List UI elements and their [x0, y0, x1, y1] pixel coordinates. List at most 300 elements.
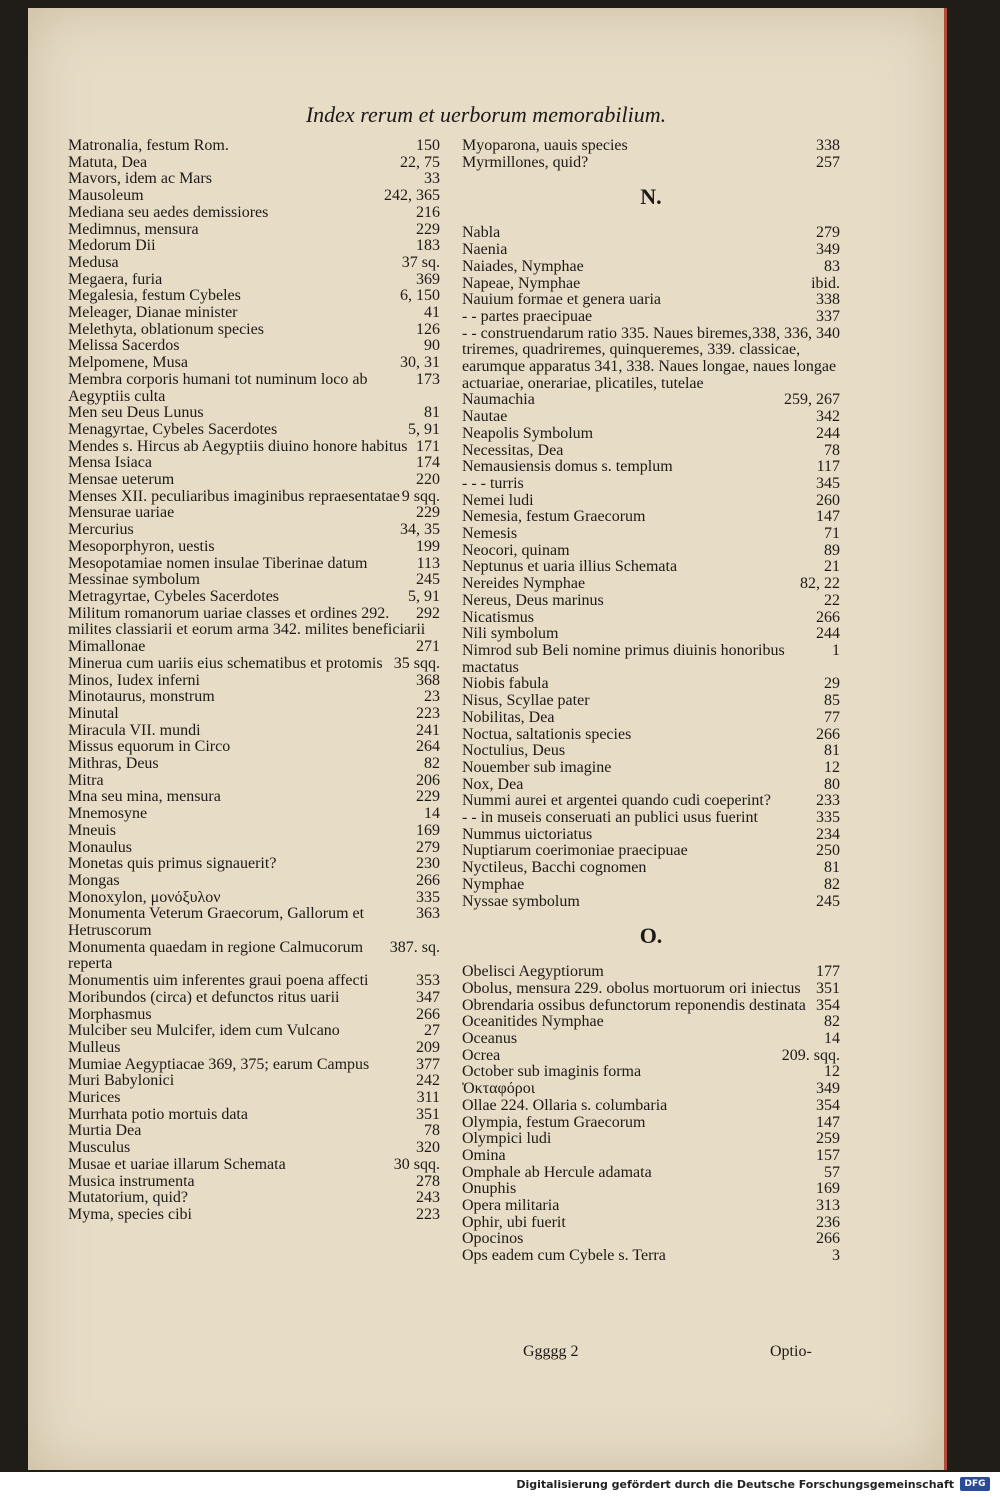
entry-term: Mithras, Deus — [68, 755, 159, 773]
entry-term: - - partes praecipuae — [462, 307, 593, 325]
entry-page-ref: 259 — [816, 1130, 840, 1148]
index-entry — [68, 906, 440, 939]
entry-term: - - in museis conseruati an publici usus fuerint — [462, 809, 758, 827]
entry-page-ref: 342 — [816, 408, 840, 426]
entry-page-ref: 363 — [416, 905, 440, 923]
index-entry — [462, 1215, 840, 1232]
index-entry — [68, 1040, 440, 1057]
index-entry — [68, 1073, 440, 1090]
entry-term: Napeae, Nymphae — [462, 274, 581, 292]
index-entry — [68, 823, 440, 840]
entry-page-ref: 6, 150 — [400, 287, 440, 305]
index-entry — [462, 860, 840, 877]
entry-page-ref: 229 — [416, 788, 440, 806]
index-entry — [462, 1148, 840, 1165]
entry-page-ref: 33 — [424, 170, 440, 188]
entry-term: Oceanitides Nymphae — [462, 1013, 604, 1031]
entry-term: Nummi aurei et argentei quando cudi coeperint? — [462, 792, 771, 810]
index-entry — [68, 756, 440, 773]
entry-term: Missus equorum in Circo — [68, 738, 231, 756]
entry-page-ref: 351 — [416, 1105, 440, 1123]
index-entry — [462, 242, 840, 259]
index-entry — [462, 1198, 840, 1215]
entry-page-ref: 311 — [416, 1089, 440, 1107]
entry-page-ref: 37 sq. — [401, 253, 440, 271]
index-entry — [68, 1207, 440, 1224]
entry-page-ref: 174 — [416, 454, 440, 472]
index-entry — [68, 689, 440, 706]
entry-page-ref: 259, 267 — [784, 391, 840, 409]
entry-page-ref: 173 — [416, 370, 440, 388]
entry-term: Monetas quis primus signauerit? — [68, 855, 277, 873]
entry-page-ref: 242, 365 — [384, 187, 440, 205]
index-entry — [462, 526, 840, 543]
entry-page-ref: 81 — [824, 742, 840, 760]
index-entry — [68, 1140, 440, 1157]
dfg-credit-text: Digitalisierung gefördert durch die Deutsche Forschungsgemeinschaft — [516, 1478, 954, 1491]
index-entry — [68, 422, 440, 439]
entry-page-ref: 368 — [416, 671, 440, 689]
entry-term: Neptunus et uaria illius Schemata — [462, 558, 678, 576]
entry-term: Megalesia, festum Cybeles — [68, 287, 241, 305]
index-entry — [68, 1190, 440, 1207]
entry-term: Metragyrtae, Cybeles Sacerdotes — [68, 587, 280, 605]
entry-term: Mesopotamiae nomen insulae Tiberinae datum — [68, 554, 368, 572]
entry-term: Obelisci Aegyptiorum — [462, 963, 604, 981]
entry-term: Men seu Deus Lunus — [68, 404, 204, 422]
entry-term: Musica instrumenta — [68, 1172, 195, 1190]
index-entry — [462, 1081, 840, 1098]
entry-page-ref: 34, 35 — [400, 521, 440, 539]
entry-page-ref: 82, 22 — [800, 575, 840, 593]
entry-term: Noctua, saltationis species — [462, 725, 632, 743]
entry-term: Menses XII. peculiaribus imaginibus repraesentatae — [68, 487, 400, 505]
entry-term: Nemesis — [462, 525, 518, 543]
entry-term: Mavors, idem ac Mars — [68, 170, 212, 188]
entry-term: Nobilitas, Dea — [462, 708, 555, 726]
entry-term: Meleager, Dianae minister — [68, 304, 238, 322]
index-entry — [462, 981, 840, 998]
entry-page-ref: 354 — [816, 996, 840, 1014]
entry-page-ref: 244 — [816, 625, 840, 643]
entry-page-ref: 335 — [416, 888, 440, 906]
entry-page-ref: 14 — [424, 805, 440, 823]
entry-term: Nereides Nymphae — [462, 575, 586, 593]
entry-term: Mongas — [68, 871, 120, 889]
entry-page-ref: 14 — [824, 1030, 840, 1048]
index-entry — [68, 572, 440, 589]
entry-term: Nummus uictoriatus — [462, 825, 593, 843]
index-entry — [68, 856, 440, 873]
index-entry — [68, 789, 440, 806]
entry-term: Matuta, Dea — [68, 153, 148, 171]
index-entry — [68, 472, 440, 489]
index-entry — [462, 827, 840, 844]
entry-page-ref: 90 — [424, 337, 440, 355]
entry-page-ref: 41 — [424, 304, 440, 322]
index-entry — [68, 840, 440, 857]
entry-term: Melethyta, oblationum species — [68, 320, 264, 338]
entry-term: Nyssae symbolum — [462, 892, 580, 910]
index-entry — [68, 706, 440, 723]
entry-page-ref: 29 — [824, 675, 840, 693]
entry-page-ref: 347 — [416, 988, 440, 1006]
entry-term: Mendes s. Hircus ab Aegyptiis diuino honore habitus — [68, 437, 408, 455]
index-entry — [462, 1248, 840, 1265]
index-entry — [462, 476, 840, 493]
index-entry — [462, 1014, 840, 1031]
entry-page-ref: 338, 336, 340 — [752, 324, 840, 342]
entry-page-ref: 5, 91 — [408, 420, 440, 438]
index-entry — [68, 1123, 440, 1140]
index-entry — [462, 676, 840, 693]
entry-term: Moribundos (circa) et defunctos ritus uarii — [68, 988, 340, 1006]
entry-term: Mausoleum — [68, 187, 144, 205]
entry-page-ref: 266 — [416, 1005, 440, 1023]
entry-page-ref: 220 — [416, 471, 440, 489]
entry-page-ref: 351 — [816, 979, 840, 997]
section-heading-o: O. — [639, 923, 663, 949]
index-entry — [462, 509, 840, 526]
index-entry — [462, 1131, 840, 1148]
index-entry — [68, 155, 440, 172]
index-entry — [68, 255, 440, 272]
dfg-credit-bar — [0, 1472, 1000, 1497]
index-entry — [68, 171, 440, 188]
index-entry — [68, 539, 440, 556]
entry-term: Mneuis — [68, 821, 116, 839]
entry-term: Muri Babylonici — [68, 1072, 175, 1090]
index-entry — [68, 1157, 440, 1174]
index-entry — [462, 843, 840, 860]
index-entry — [462, 426, 840, 443]
entry-page-ref: 223 — [416, 704, 440, 722]
entry-term: Mercurius — [68, 521, 134, 539]
index-entry — [68, 973, 440, 990]
entry-term: Monoxylon, μονόξυλον — [68, 888, 221, 906]
entry-page-ref: 279 — [416, 838, 440, 856]
index-entry — [462, 727, 840, 744]
entry-term: Myoparona, uauis species — [462, 137, 628, 154]
index-entry — [462, 610, 840, 627]
index-entry — [462, 443, 840, 460]
entry-page-ref: 271 — [416, 638, 440, 656]
entry-term: Mitra — [68, 771, 104, 789]
entry-page-ref: 5, 91 — [408, 587, 440, 605]
entry-page-ref: 266 — [816, 608, 840, 626]
index-entry — [68, 806, 440, 823]
index-entry — [462, 760, 840, 777]
book-page — [28, 8, 947, 1470]
index-entry — [462, 276, 840, 293]
entry-term: Mesoporphyron, uestis — [68, 537, 215, 555]
index-entry — [462, 1031, 840, 1048]
entry-term: Niobis fabula — [462, 675, 549, 693]
index-entry — [68, 873, 440, 890]
entry-term: Nimrod sub Beli nomine primus diuinis honoribus mactatus — [462, 641, 785, 676]
entry-term: Minotaurus, monstrum — [68, 688, 215, 706]
entry-term: Musculus — [68, 1139, 131, 1157]
entry-term: Nemesia, festum Graecorum — [462, 508, 646, 526]
entry-page-ref: 78 — [424, 1122, 440, 1140]
entry-term: - - construendarum ratio 335. Naues biremes, triremes, quadriremes, quinqueremes, 339. classicae, earumque apparatus 341, 338. Naues longae, naues longae actuariae, onerariae, plicatiles, tutelae — [462, 324, 837, 392]
entry-page-ref: 260 — [816, 491, 840, 509]
index-entry — [68, 1057, 440, 1074]
entry-page-ref: 147 — [816, 1113, 840, 1131]
index-entry — [68, 405, 440, 422]
entry-term: Menagyrtae, Cybeles Sacerdotes — [68, 420, 278, 438]
entry-term: Naenia — [462, 241, 508, 259]
entry-page-ref: 3 — [832, 1247, 840, 1265]
index-entry — [68, 1107, 440, 1124]
index-entry — [68, 489, 440, 506]
entry-term: Melissa Sacerdos — [68, 337, 180, 355]
entry-term: Monumenta Veterum Graecorum, Gallorum et Hetruscorum — [68, 905, 365, 940]
entry-term: Murtia Dea — [68, 1122, 142, 1140]
entry-term: Olympici ludi — [462, 1130, 552, 1148]
entry-term: Militum romanorum uariae classes et ordines 292. milites classiarii et eorum arma 342. milites beneficiarii — [68, 604, 426, 639]
index-entry — [68, 606, 440, 639]
entry-page-ref: 354 — [816, 1096, 840, 1114]
dfg-logo: DFG — [960, 1477, 990, 1491]
entry-term: Ocrea — [462, 1046, 501, 1064]
index-entry — [68, 455, 440, 472]
entry-term: Ὀκταφόροι — [462, 1080, 536, 1098]
entry-page-ref: 338 — [816, 291, 840, 309]
entry-page-ref: 30, 31 — [400, 354, 440, 372]
entry-page-ref: 266 — [416, 871, 440, 889]
entry-term: Minos, Iudex inferni — [68, 671, 200, 689]
entry-page-ref: 241 — [416, 721, 440, 739]
index-entry — [462, 559, 840, 576]
index-entry — [68, 505, 440, 522]
entry-page-ref: 57 — [824, 1163, 840, 1181]
index-entry — [68, 556, 440, 573]
entry-page-ref: 177 — [816, 963, 840, 981]
entry-page-ref: 209 — [416, 1038, 440, 1056]
entry-page-ref: 349 — [816, 1080, 840, 1098]
entry-page-ref: 345 — [816, 474, 840, 492]
entry-page-ref: 233 — [816, 792, 840, 810]
entry-page-ref: 245 — [416, 571, 440, 589]
entry-page-ref: 377 — [416, 1055, 440, 1073]
entry-page-ref: 230 — [416, 855, 440, 873]
entry-term: Neapolis Symbolum — [462, 424, 594, 442]
index-entry — [462, 409, 840, 426]
entry-page-ref: 206 — [416, 771, 440, 789]
entry-page-ref: ibid. — [811, 274, 840, 292]
entry-page-ref: 117 — [816, 458, 840, 476]
index-entry — [68, 656, 440, 673]
entry-page-ref: 78 — [824, 441, 840, 459]
entry-page-ref: 83 — [824, 257, 840, 275]
entry-term: Medimnus, mensura — [68, 220, 199, 238]
entry-page-ref: 292 — [416, 604, 440, 622]
entry-page-ref: 199 — [416, 537, 440, 555]
index-entry — [68, 723, 440, 740]
index-entry — [68, 589, 440, 606]
entry-term: Nereus, Deus marinus — [462, 591, 604, 609]
index-entry — [462, 459, 840, 476]
catchword: Optio- — [770, 1343, 812, 1360]
entry-page-ref: 320 — [416, 1139, 440, 1157]
entry-term: Nouember sub imagine — [462, 758, 612, 776]
entry-page-ref: 236 — [816, 1213, 840, 1231]
entry-term: Omina — [462, 1146, 506, 1164]
index-entry — [462, 626, 840, 643]
entry-page-ref: 22, 75 — [400, 153, 440, 171]
entry-term: Mimallonae — [68, 638, 146, 656]
index-entry — [462, 777, 840, 794]
entry-term: Nili symbolum — [462, 625, 559, 643]
index-entry — [462, 225, 840, 242]
entry-term: Obolus, mensura 229. obolus mortuorum ori iniectus — [462, 979, 801, 997]
entry-page-ref: 353 — [416, 972, 440, 990]
index-entry — [68, 773, 440, 790]
index-entry — [68, 238, 440, 255]
index-entry — [462, 292, 840, 309]
index-entry — [462, 1115, 840, 1132]
entry-term: Messinae symbolum — [68, 571, 200, 589]
entry-page-ref: 27 — [424, 1022, 440, 1040]
entry-term: Naumachia — [462, 391, 535, 409]
entry-page-ref: 85 — [824, 692, 840, 710]
entry-page-ref: 169 — [416, 821, 440, 839]
entry-term: Oceanus — [462, 1030, 518, 1048]
entry-page-ref: 369 — [416, 270, 440, 288]
entry-page-ref: 80 — [824, 775, 840, 793]
entry-term: Morphasmus — [68, 1005, 152, 1023]
index-entry — [462, 1181, 840, 1198]
entry-term: Mutatorium, quid? — [68, 1189, 188, 1207]
entry-term: Megaera, furia — [68, 270, 163, 288]
entry-term: Membra corporis humani tot numinum loco ab Aegyptiis culta — [68, 370, 368, 405]
index-entry — [462, 493, 840, 510]
entry-page-ref: 266 — [816, 1230, 840, 1248]
index-entry — [68, 990, 440, 1007]
entry-term: Musae et uariae illarum Schemata — [68, 1155, 286, 1173]
index-entry — [68, 205, 440, 222]
index-entry — [462, 894, 840, 911]
entry-page-ref: 1 — [832, 641, 840, 659]
entry-term: Opera militaria — [462, 1197, 560, 1215]
entry-term: Minerua cum uariis eius schematibus et protomis — [68, 654, 383, 672]
entry-term: Myma, species cibi — [68, 1206, 192, 1223]
entry-term: Nautae — [462, 408, 508, 426]
entry-page-ref: 77 — [824, 708, 840, 726]
entry-term: Noctulius, Deus — [462, 742, 566, 760]
page-title: Index rerum et uerborum memorabilium. — [305, 102, 667, 127]
index-entry — [68, 138, 440, 155]
index-entry — [462, 743, 840, 760]
index-entry — [68, 355, 440, 372]
entry-term: Nicatismus — [462, 608, 534, 626]
entry-term: Nemausiensis domus s. templum — [462, 458, 673, 476]
entry-term: Opocinos — [462, 1230, 524, 1248]
entry-term: Mulleus — [68, 1038, 121, 1056]
entry-term: Mumiae Aegyptiacae 369, 375; earum Campus — [68, 1055, 370, 1073]
index-entry — [462, 693, 840, 710]
index-entry — [68, 272, 440, 289]
index-entry — [462, 543, 840, 560]
index-entry — [462, 877, 840, 894]
index-entry — [462, 392, 840, 409]
entry-page-ref: 82 — [424, 755, 440, 773]
entry-page-ref: 264 — [416, 738, 440, 756]
index-entry — [68, 439, 440, 456]
entry-term: Melpomene, Musa — [68, 354, 188, 372]
index-column-left — [68, 138, 440, 1224]
entry-term: Obrendaria ossibus defunctorum reponendis destinata — [462, 996, 806, 1014]
entry-page-ref: 126 — [416, 320, 440, 338]
index-entry — [68, 222, 440, 239]
index-entry — [462, 259, 840, 276]
entry-page-ref: 147 — [816, 508, 840, 526]
entry-page-ref: 183 — [416, 237, 440, 255]
index-entry — [68, 1090, 440, 1107]
index-entry — [462, 1165, 840, 1182]
entry-page-ref: 349 — [816, 241, 840, 259]
entry-page-ref: 71 — [824, 525, 840, 543]
entry-term: Mna seu mina, mensura — [68, 788, 221, 806]
entry-term: Nox, Dea — [462, 775, 524, 793]
index-entry — [68, 322, 440, 339]
entry-page-ref: 30 sqq. — [393, 1155, 440, 1173]
index-entry — [462, 576, 840, 593]
entry-page-ref: 337 — [816, 307, 840, 325]
entry-page-ref: 278 — [416, 1172, 440, 1190]
index-column-right — [462, 138, 840, 1265]
index-entry — [462, 309, 840, 326]
entry-page-ref: 23 — [424, 688, 440, 706]
entry-page-ref: 387. sq. — [389, 938, 440, 956]
index-entry — [462, 326, 840, 393]
index-entry — [68, 739, 440, 756]
index-entry — [68, 1023, 440, 1040]
entry-page-ref: 244 — [816, 424, 840, 442]
index-entry — [462, 138, 840, 155]
entry-page-ref: 223 — [416, 1206, 440, 1223]
index-entry — [462, 1048, 840, 1065]
entry-page-ref: 12 — [824, 758, 840, 776]
entry-term: Mensae ueterum — [68, 471, 175, 489]
entry-term: Nemei ludi — [462, 491, 534, 509]
index-entry — [68, 338, 440, 355]
entry-term: Olympia, festum Graecorum — [462, 1113, 646, 1131]
entry-page-ref: 257 — [816, 153, 840, 171]
entry-term: Medusa — [68, 253, 119, 271]
entry-page-ref: 338 — [816, 137, 840, 154]
section-heading-n: N. — [640, 184, 662, 210]
entry-page-ref: 81 — [824, 859, 840, 877]
entry-page-ref: 243 — [416, 1189, 440, 1207]
entry-term: Neocori, quinam — [462, 541, 570, 559]
index-entry — [68, 1007, 440, 1024]
entry-page-ref: 242 — [416, 1072, 440, 1090]
index-entry — [68, 305, 440, 322]
entry-term: Medorum Dii — [68, 237, 156, 255]
entry-page-ref: 35 sqq. — [393, 654, 440, 672]
entry-page-ref: 22 — [824, 591, 840, 609]
entry-page-ref: 313 — [816, 1197, 840, 1215]
index-entry — [68, 940, 440, 973]
entry-page-ref: 335 — [816, 809, 840, 827]
entry-term: - - - turris — [462, 474, 524, 492]
entry-page-ref: 82 — [824, 1013, 840, 1031]
signature-mark: Ggggg 2 — [523, 1343, 579, 1360]
entry-term: Myrmillones, quid? — [462, 153, 589, 171]
entry-page-ref: 21 — [824, 558, 840, 576]
